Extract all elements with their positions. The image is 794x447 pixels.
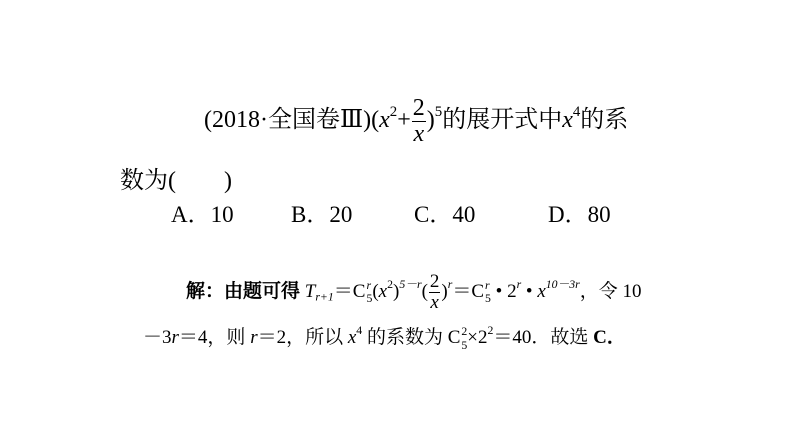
sol-l2-x: x [347,327,357,348]
sol-l2-two-exp: 2 [487,324,494,338]
sol-exp-5r: 5－r [399,277,422,291]
sol-l2-two: 2 [478,327,488,348]
option-d [548,196,611,229]
sol-x-2: x [537,280,546,302]
sol-fraction-numerator: 2 [429,271,440,292]
sol-C-2-scripts: r 5 [485,278,491,306]
fraction-denominator: x [413,121,425,148]
sol-two-exp: r [516,277,522,291]
expr-x: x [379,107,390,134]
sol-T: T [304,280,316,302]
sol-l2-C-scripts: 2 5 [461,324,468,352]
sol-exp2: 2 [387,277,393,291]
option-d-letter: D． [548,202,588,227]
sol-l2-c: ＝2，所以 [257,327,348,348]
question-text-1: 的展开式中 [442,107,563,134]
sol-eq-1: ＝ [333,280,353,302]
sol-l2-r2: r [250,327,258,348]
sol-C-1: C [352,280,366,302]
x4-exp: 4 [572,104,581,121]
option-a-value: 10 [210,202,234,227]
sol-paren-4: ) [441,280,448,302]
option-b-value: 20 [329,202,353,227]
sol-l2-exp4: 4 [356,324,363,338]
sol-exp-r: r [447,277,453,291]
expr-plus: + [397,107,411,134]
option-b [291,196,352,229]
option-a [171,196,234,229]
sol-l2-b: ＝4，则 [178,327,251,348]
expr-fraction [412,96,426,147]
expr-exp5: 5 [434,104,443,121]
sol-l2-r1: r [171,327,179,348]
solution-prefix: 解：由题可得 [186,280,305,302]
sol-tail-1: ，令 10 [579,280,642,302]
option-c-value: 40 [452,202,476,227]
sol-paren-1: ( [372,280,379,302]
sol-two: 2 [507,280,517,302]
option-b-letter: B． [291,202,330,227]
sol-C-1-scripts: r 5 [366,278,373,306]
fraction-numerator: 2 [412,95,425,121]
question-source: (2018·全国卷Ⅲ) [204,107,372,134]
sol-dot-1: • [490,280,508,302]
sol-l2-times: × [467,327,478,348]
x4-base: x [562,107,573,134]
expr-open: ( [371,107,380,134]
option-c-letter: C． [414,202,453,227]
question-text-2: 的系 [580,107,629,134]
sol-C-2: C [471,280,485,302]
sol-l2-C: C [447,327,461,348]
expr-close: ) [426,107,435,134]
sol-T-sub: r+1 [315,290,334,304]
option-c [414,196,475,229]
sol-answer: C． [593,327,626,348]
sol-eq-2: ＝ [452,280,472,302]
sol-l2-a: －3 [143,327,172,348]
sol-dot-2: • [521,280,538,302]
sol-fraction-denominator: x [430,291,439,313]
sol-paren-3: ( [421,280,428,302]
option-d-value: 80 [587,202,611,227]
solution-line-2 [143,322,626,351]
question-line-1 [204,96,628,147]
sol-l2-d: 的系数为 [362,327,448,348]
option-a-letter: A． [171,202,211,227]
sol-fraction [429,272,441,313]
solution-line-1 [186,272,642,313]
expr-exp2: 2 [389,104,398,121]
sol-paren-2: ) [393,280,400,302]
sol-exp-10-3r: 10－3r [545,277,580,291]
sol-x-1: x [378,280,388,302]
sol-l2-e: ＝40．故选 [493,327,594,348]
question-line-2: 数为( ) [120,168,232,194]
